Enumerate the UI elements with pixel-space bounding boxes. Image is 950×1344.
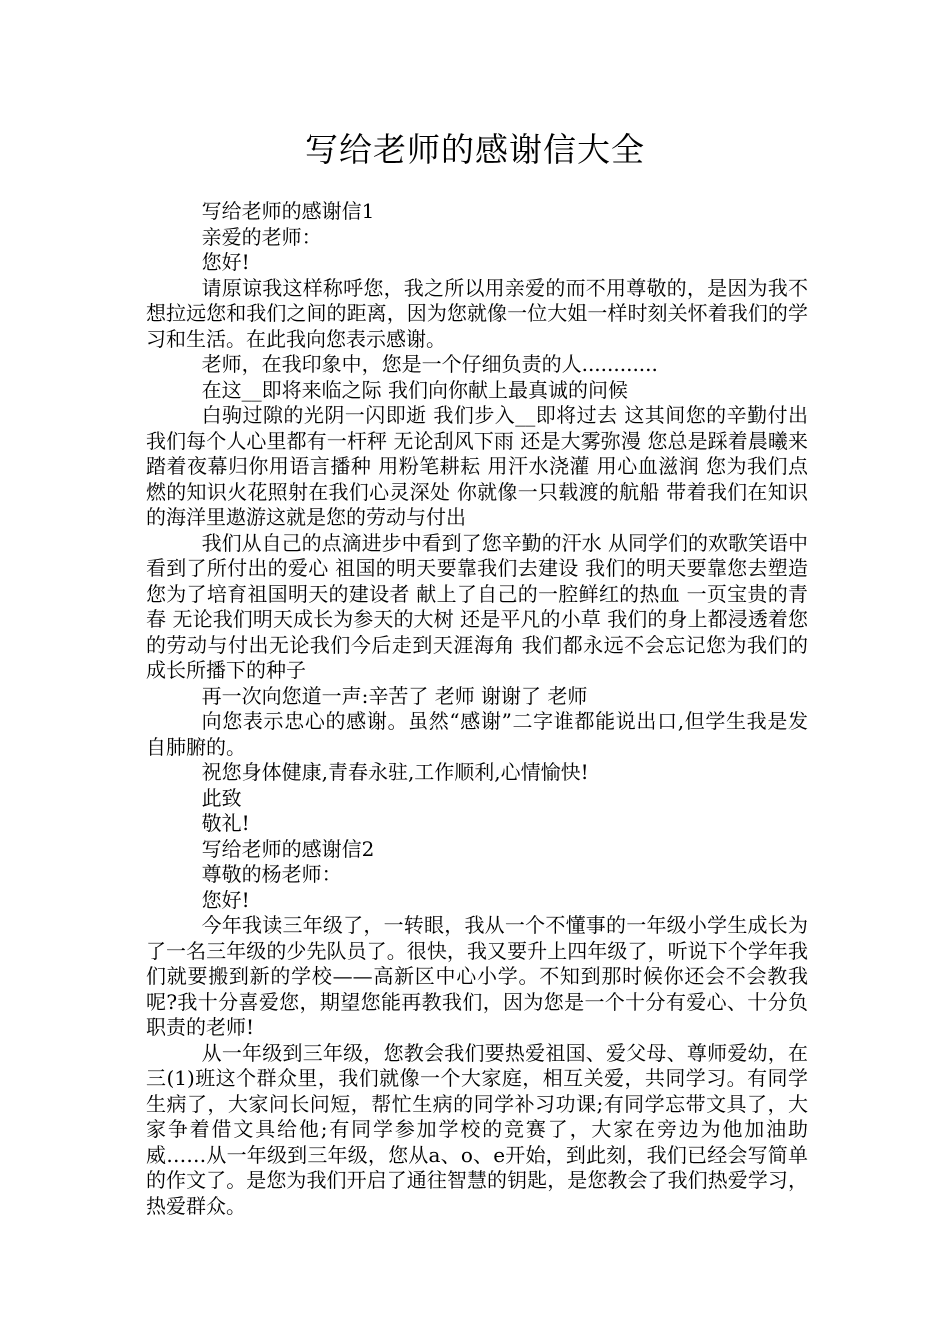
letter1-paragraph: 我们从自己的点滴进步中看到了您辛勤的汗水 从同学们的欢歌笑语中看到了所付出的爱心 祖国的明天要靠我们去建设 我们的明天要靠您去塑造您为了培育祖国明天的建设者 献上了自己的一腔鲜红的热血 一页宝贵的青春 无论我们明天成长为参天的大树 还是平凡的小草 我们的身上都浸透着您的劳动与付出无论我们今后走到天涯海角 我们都永远不会忘记您为我们的成长所播下的种子 [146,530,808,682]
letter1-salutation: 亲爱的老师： [201,224,322,249]
letter1-greeting: 您好! [201,250,250,274]
letter2-heading: 写给老师的感谢信2 [201,836,375,861]
letter1-paragraph: 再一次向您道一声:辛苦了 老师 谢谢了 老师 [201,683,588,708]
letter2-greeting: 您好! [201,887,250,912]
letter1-heading: 写给老师的感谢信1 [201,199,375,223]
document-title: 写给老师的感谢信大全 [305,130,645,169]
letter1-paragraph: 向您表示忠心的感谢。虽然“感谢”二字谁都能说出口,但学生我是发自肺腑的。 [146,709,808,759]
letter1-paragraph: 在这__即将来临之际 我们向你献上最真诚的问候 [201,377,628,402]
letter2-salutation: 尊敬的杨老师： [201,862,342,886]
document-body [146,199,808,1219]
letter1-salute: 敬礼! [201,811,250,835]
letter2-paragraph: 今年我读三年级了，一转眼，我从一个不懂事的一年级小学生成长为了一名三年级的少先队员了。很快，我又要升上四年级了，听说下个学年我们就要搬到新的学校——高新区中心小学。不知到那时候你还会不会教我呢?我十分喜爱您，期望您能再教我们，因为您是一个十分有爱心、十分负职责的老师! [146,913,808,1039]
letter1-closing: 此致 [201,785,242,810]
letter1-paragraph: 请原谅我这样称呼您，我之所以用亲爱的而不用尊敬的，是因为我不想拉远您和我们之间的距离，因为您就像一位大姐一样时刻关怀着我们的学习和生活。在此我向您表示感谢。 [146,275,808,351]
letter2-paragraph: 从一年级到三年级，您教会我们要热爱祖国、爱父母、尊师爱幼，在三(1)班这个群众里，我们就像一个大家庭，相互关爱，共同学习。有同学生病了，大家问长问短，帮忙生病的同学补习功课;有同学忘带文具了，大家争着借文具给他;有同学参加学校的竞赛了，大家在旁边为他加油助威……从一年级到三年级，您从a、o、e开始，到此刻，我们已经会写简单的作文了。是您为我们开启了通往智慧的钥匙，是您教会了我们热爱学习，热爱群众。 [146,1040,808,1218]
letter1-paragraph: 白驹过隙的光阴一闪即逝 我们步入__即将过去 这其间您的辛勤付出我们每个人心里都有一杆秤 无论刮风下雨 还是大雾弥漫 您总是踩着晨曦来 踏着夜幕归你用语言播种 用粉笔耕耘 用汗水浇灌 用心血滋润 您为我们点燃的知识火花照射在我们心灵深处 你就像一只载渡的航船 带着我们在知识的海洋里遨游这就是您的劳动与付出 [146,403,808,529]
letter1-paragraph: 老师，在我印象中，您是一个仔细负责的人............ [201,352,658,376]
letter1-wishes: 祝您身体健康,青春永驻,工作顺利,心情愉快! [201,760,589,784]
